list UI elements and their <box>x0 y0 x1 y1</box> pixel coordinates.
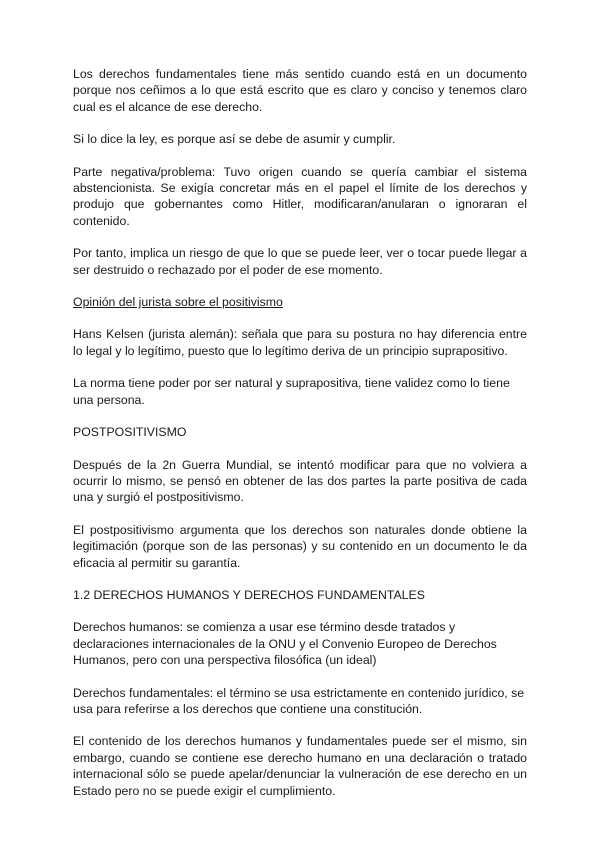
section-heading-postpositivismo: POSTPOSITIVISMO <box>73 425 187 440</box>
paragraph-derechos-fundamentales: Derechos fundamentales: el término se usa estrictamente en contenido jurídico, se usa para referirse a los derechos que contiene una constitución. <box>73 685 525 716</box>
paragraph-riesgo: Por tanto, implica un riesgo de que lo que se puede leer, ver o tocar puede llegar a ser destruido o rechazado por el poder de ese momento. <box>73 246 527 277</box>
document-page <box>73 66 527 815</box>
paragraph-derechos-humanos: Derechos humanos: se comienza a usar ese término desde tratados y declaraciones internacionales de la ONU y el Convenio Europeo de Derechos Humanos, pero con una perspectiva filosófica (un ideal) <box>73 620 497 668</box>
paragraph-norma-poder: La norma tiene poder por ser natural y suprapositiva, tiene validez como lo tiene una persona. <box>73 376 510 407</box>
paragraph-segunda-guerra: Después de la 2n Guerra Mundial, se intentó modificar para que no volviera a ocurrir lo mismo, se pensó en obtener de las dos partes la parte positiva de cada una y surgió el postpositivismo. <box>73 457 527 505</box>
section-heading-opinion-jurista: Opinión del jurista sobre el positivismo <box>73 295 283 310</box>
paragraph-derechos-documento: Los derechos fundamentales tiene más sentido cuando está en un documento porque nos ceñimos a lo que está escrito que es claro y conciso y tenemos claro cual es el alcance de ese derecho. <box>73 67 527 114</box>
paragraph-hans-kelsen: Hans Kelsen (jurista alemán): señala que para su postura no hay diferencia entre lo legal y lo legítimo, puesto que lo legítimo deriva de un principio suprapositivo. <box>73 327 527 358</box>
paragraph-parte-negativa: Parte negativa/problema: Tuvo origen cuando se quería cambiar el sistema abstencionista. Se exigía concretar más en el papel el límite de los derechos y produjo que gobernantes como Hitler, modificaran/anularan o ignoraran el contenido. <box>73 164 527 228</box>
paragraph-contenido-derechos: El contenido de los derechos humanos y fundamentales puede ser el mismo, sin embargo, cuando se contiene ese derecho humano en una declaración o tratado internacional sólo se puede apelar/denunciar la vulneración de ese derecho en un Estado pero no se puede exigir el cumplimiento. <box>73 734 527 798</box>
section-heading-derechos-humanos-fundamentales: 1.2 DERECHOS HUMANOS Y DERECHOS FUNDAMENTALES <box>73 587 425 602</box>
paragraph-postpositivismo-argumenta: El postpositivismo argumenta que los derechos son naturales donde obtiene la legitimación (porque son de las personas) y su contenido en un documento le da eficacia al permitir su garantía. <box>73 522 527 570</box>
paragraph-ley: Si lo dice la ley, es porque así se debe de asumir y cumplir. <box>73 132 396 147</box>
